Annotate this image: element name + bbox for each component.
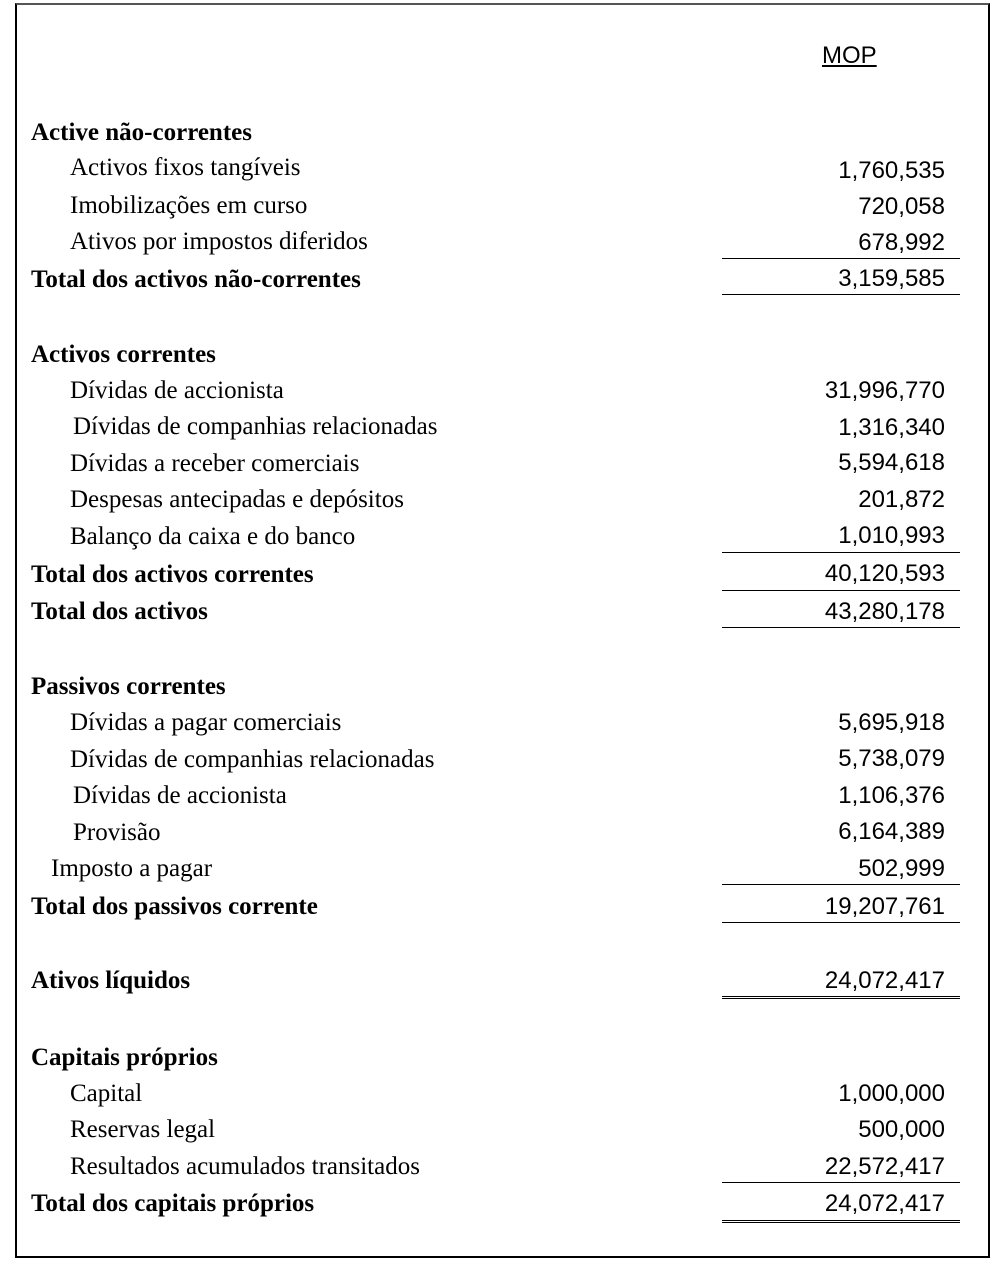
- total-rule: [722, 590, 960, 591]
- net-assets-value: 24,072,417: [824, 967, 945, 994]
- total-value-equity: 24,072,417: [824, 1190, 945, 1217]
- total-assets-label: Total dos activos: [31, 598, 208, 625]
- section-title-equity: Capitais próprios: [31, 1044, 218, 1071]
- line-item-value: 502,999: [858, 855, 945, 882]
- line-item-value: 1,010,993: [838, 522, 945, 549]
- total-value-current-liabilities: 19,207,761: [824, 893, 945, 920]
- line-item-label: Capital: [70, 1080, 143, 1107]
- line-item-value: 5,695,918: [838, 709, 945, 736]
- total-assets-value: 43,280,178: [824, 598, 945, 625]
- line-item-label: Dívidas de accionista: [73, 782, 287, 809]
- line-item-value: 1,316,340: [838, 414, 945, 441]
- line-item-label: Ativos por impostos diferidos: [70, 228, 368, 255]
- net-assets-label: Ativos líquidos: [31, 967, 191, 994]
- total-label-current-assets: Total dos activos correntes: [31, 561, 314, 588]
- subtotal-rule: [722, 552, 960, 553]
- line-item-label: Activos fixos tangíveis: [70, 154, 301, 181]
- total-label-equity: Total dos capitais próprios: [31, 1190, 315, 1217]
- line-item-label: Dívidas a pagar comerciais: [70, 709, 342, 736]
- line-item-label: Dívidas a receber comerciais: [70, 450, 360, 477]
- line-item-value: 720,058: [858, 193, 945, 220]
- grand-total-double-rule: [722, 1220, 960, 1223]
- line-item-value: 1,760,535: [838, 157, 945, 184]
- total-rule: [722, 627, 960, 628]
- total-value-non-current-assets: 3,159,585: [838, 265, 945, 292]
- line-item-value: 22,572,417: [824, 1153, 945, 1180]
- line-item-label: Imposto a pagar: [51, 855, 213, 882]
- line-item-value: 5,738,079: [838, 745, 945, 772]
- line-item-label: Dívidas de accionista: [70, 377, 284, 404]
- line-item-value: 1,000,000: [838, 1080, 945, 1107]
- section-title-current-liabilities: Passivos correntes: [31, 673, 226, 700]
- line-item-label: Dívidas de companhias relacionadas: [73, 413, 438, 440]
- subtotal-rule: [722, 884, 960, 885]
- line-item-label: Provisão: [73, 819, 161, 846]
- total-rule: [722, 294, 960, 295]
- total-label-non-current-assets: Total dos activos não-correntes: [31, 266, 361, 293]
- line-item-label: Balanço da caixa e do banco: [70, 523, 356, 550]
- subtotal-rule: [722, 258, 960, 259]
- total-rule: [722, 922, 960, 923]
- line-item-label: Resultados acumulados transitados: [70, 1153, 420, 1180]
- line-item-label: Despesas antecipadas e depósitos: [70, 486, 404, 513]
- line-item-label: Reservas legal: [70, 1116, 216, 1143]
- subtotal-rule: [722, 1182, 960, 1183]
- total-label-current-liabilities: Total dos passivos corrente: [31, 893, 318, 920]
- line-item-value: 31,996,770: [824, 377, 945, 404]
- line-item-label: Dívidas de companhias relacionadas: [70, 746, 435, 773]
- section-title-current-assets: Activos correntes: [31, 341, 216, 368]
- line-item-label: Imobilizações em curso: [70, 192, 308, 219]
- grand-total-double-rule: [722, 996, 960, 999]
- line-item-value: 201,872: [858, 486, 945, 513]
- currency-header: MOP: [822, 42, 877, 69]
- line-item-value: 6,164,389: [838, 818, 945, 845]
- line-item-value: 500,000: [858, 1116, 945, 1143]
- line-item-value: 5,594,618: [838, 449, 945, 476]
- total-value-current-assets: 40,120,593: [824, 560, 945, 587]
- section-title-non-current-assets: Active não-correntes: [31, 119, 252, 146]
- line-item-value: 678,992: [858, 229, 945, 256]
- line-item-value: 1,106,376: [838, 782, 945, 809]
